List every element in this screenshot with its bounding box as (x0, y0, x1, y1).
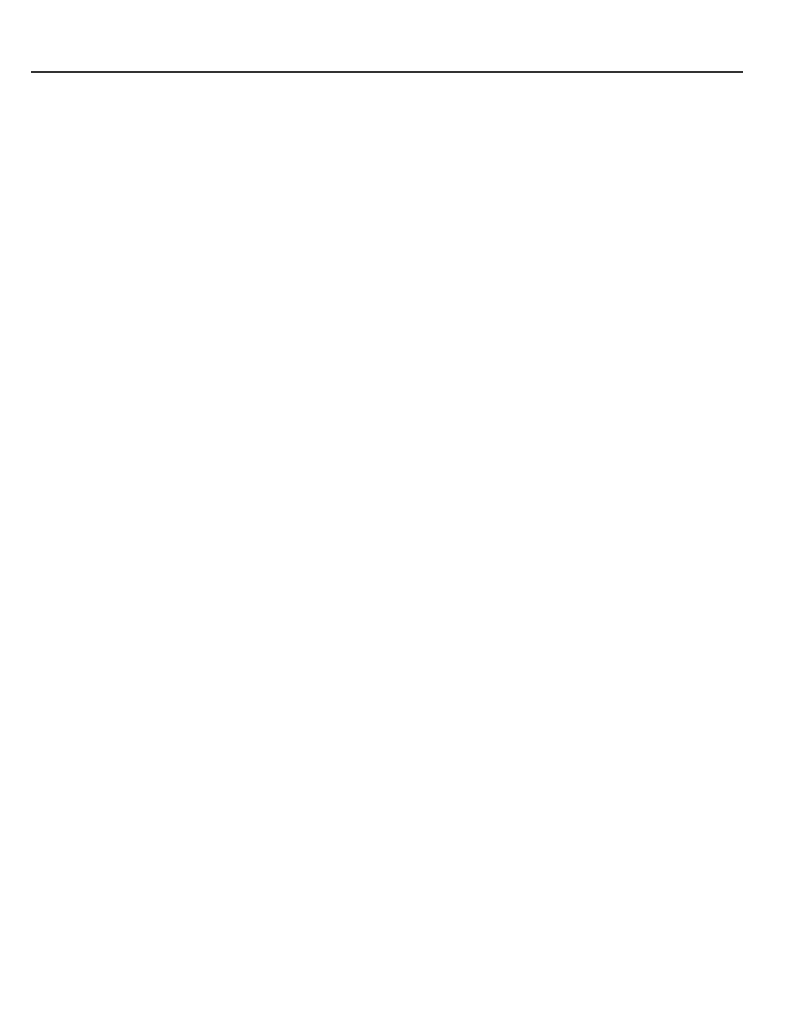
section-4-heading (60, 829, 82, 845)
spec-table (31, 71, 743, 72)
section-3-2 (60, 746, 96, 762)
